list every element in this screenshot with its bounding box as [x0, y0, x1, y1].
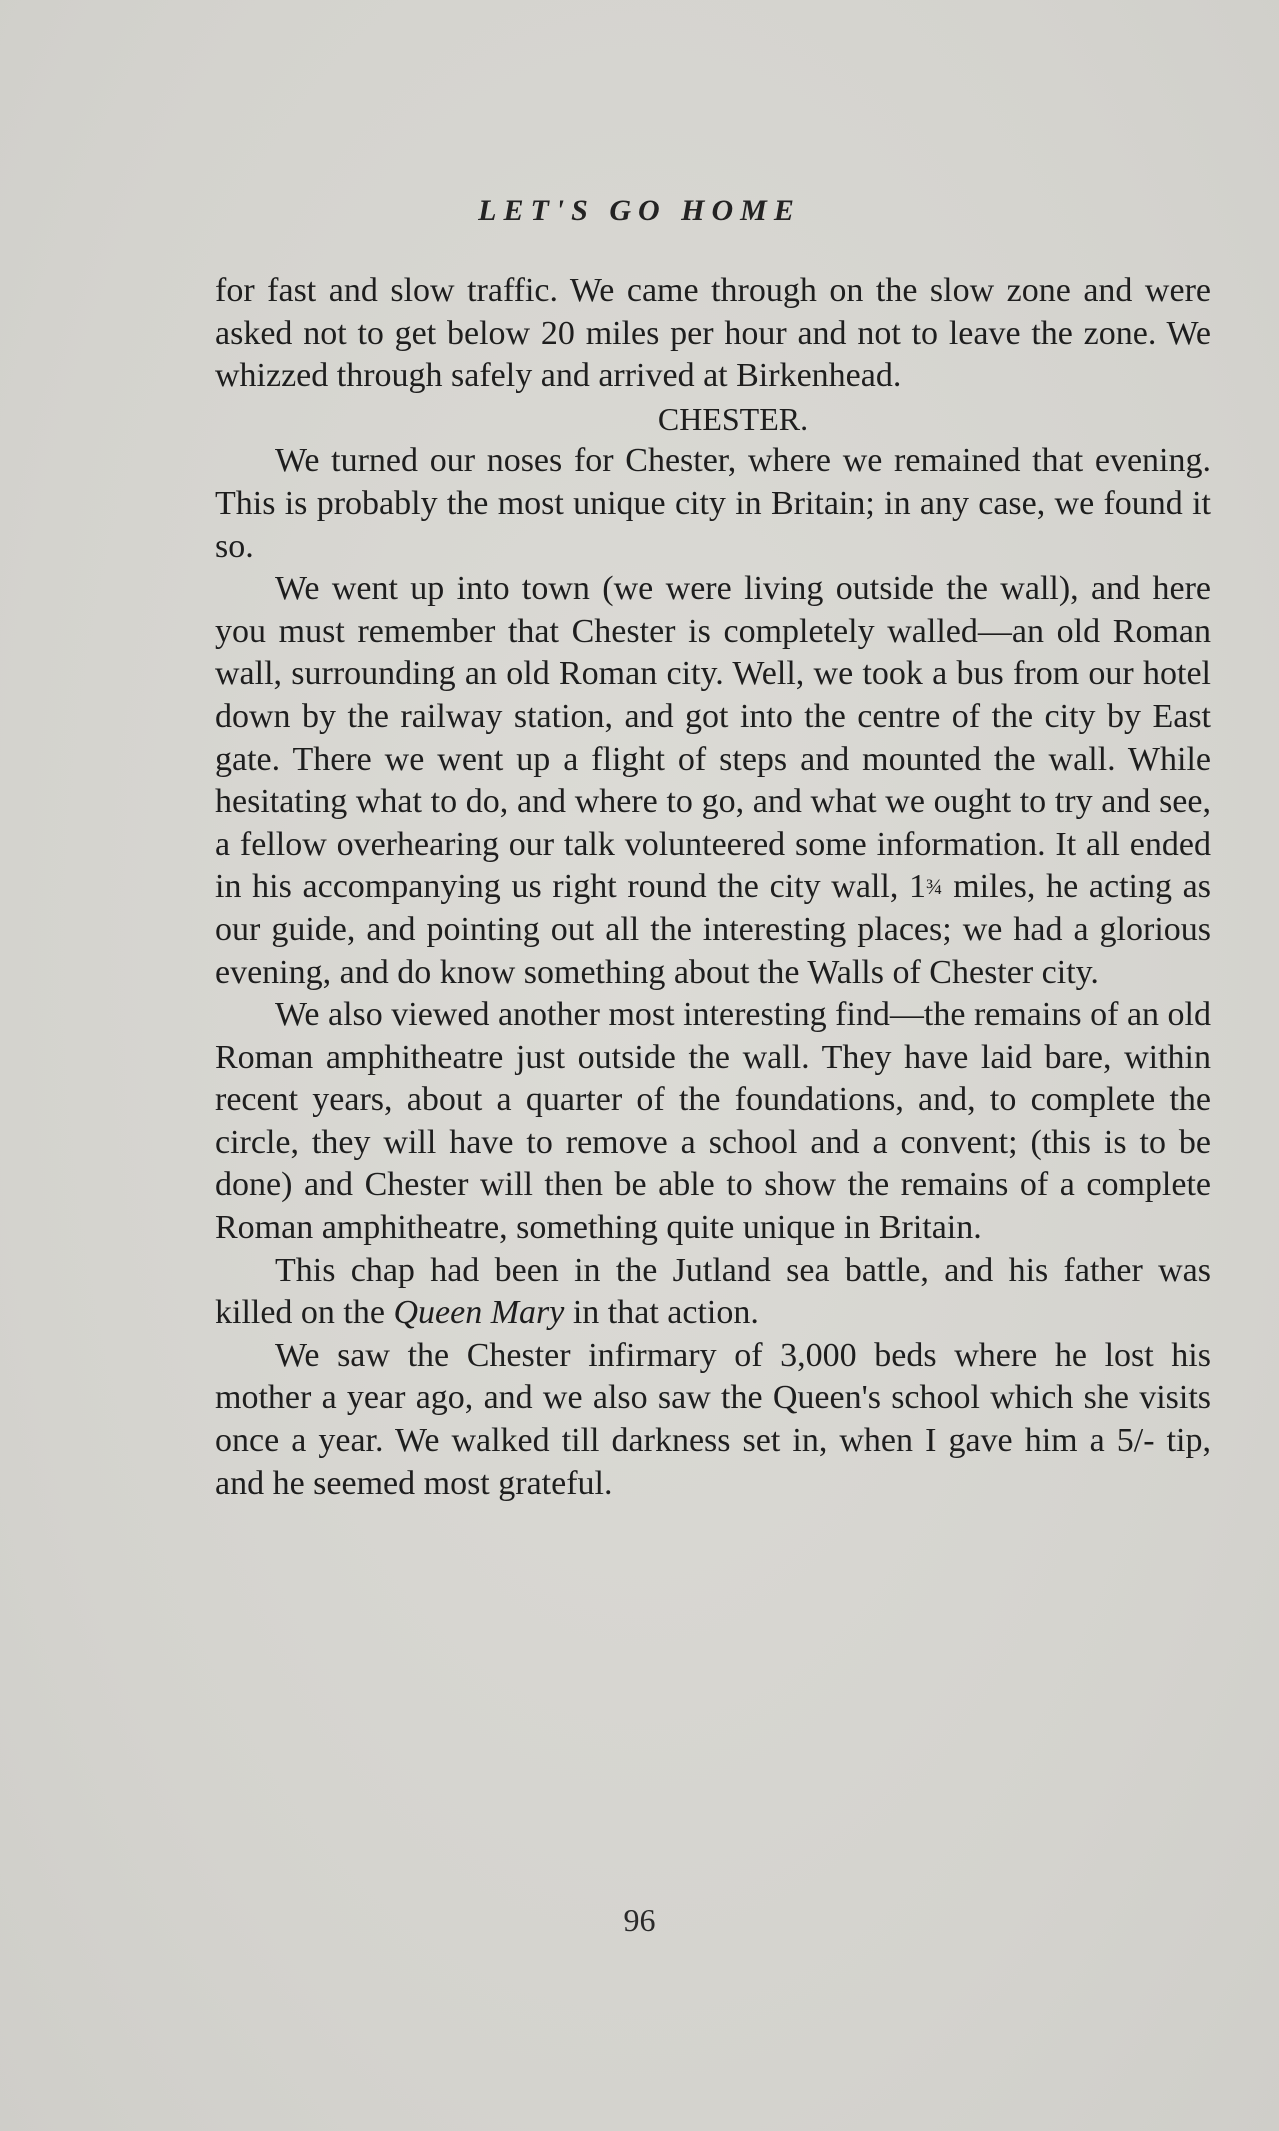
- paragraph-text: We went up into town (we were living outside the wall), and here you must remember that Chester is completely walled—an old Roman wall, surrounding an old Roman city. Well, we took a bus from our hotel down by the railway station, and got into the centre of the city by East gate. There we went up a flight of steps and mounted the wall. While hesitating what to do, and where to go, and what we ought to try and see, a fellow overhearing our talk volunteered some information. It all ended in his accompanying us right round the city wall, 1: [215, 570, 1211, 906]
- paragraph: We saw the Chester infirmary of 3,000 beds where he lost his mother a year ago, and we also saw the Queen's school which she visits once a year. We walked till darkness set in, when I gave him a 5/- tip, and he seemed most grateful.: [215, 1336, 1211, 1502]
- fraction: ¾: [926, 874, 943, 900]
- paragraph-text: miles, he acting as our guide, and pointing out all the interesting places; we had a glorious evening, and do know something about the Walls of Chester city.: [215, 868, 1211, 991]
- paragraph-text: in that action.: [564, 1294, 759, 1332]
- page-number: 96: [623, 1902, 656, 1938]
- paragraph-text: This chap had been in the Jutland sea battle, and his father was killed on the: [215, 1251, 1211, 1332]
- paragraph: We turned our noses for Chester, where we remained that evening. This is probably the most unique city in Britain; in any case, we found it so.: [215, 442, 1211, 565]
- ship-name: Queen Mary: [393, 1294, 565, 1332]
- running-title: LET'S GO HOME: [478, 194, 801, 227]
- paragraph: [215, 1250, 1211, 1335]
- section-heading: CHESTER.: [657, 400, 809, 437]
- paragraph: We also viewed another most interesting find—the remains of an old Roman amphitheatre just outside the wall. They have laid bare, within recent years, about a quarter of the foundations, and, to complete the circle, they will have to remove a school and a convent; (this is to be done) and Chester will then be able to show the remains of a complete Roman amphitheatre, something quite unique in Britain.: [215, 996, 1211, 1247]
- body-text: [215, 270, 1211, 1505]
- paragraph: [215, 568, 1211, 994]
- paragraph-continued: for fast and slow traffic. We came through on the slow zone and were asked not to get below 20 miles per hour and not to leave the zone. We whizzed through safely and arrived at Birkenhead.: [215, 272, 1211, 395]
